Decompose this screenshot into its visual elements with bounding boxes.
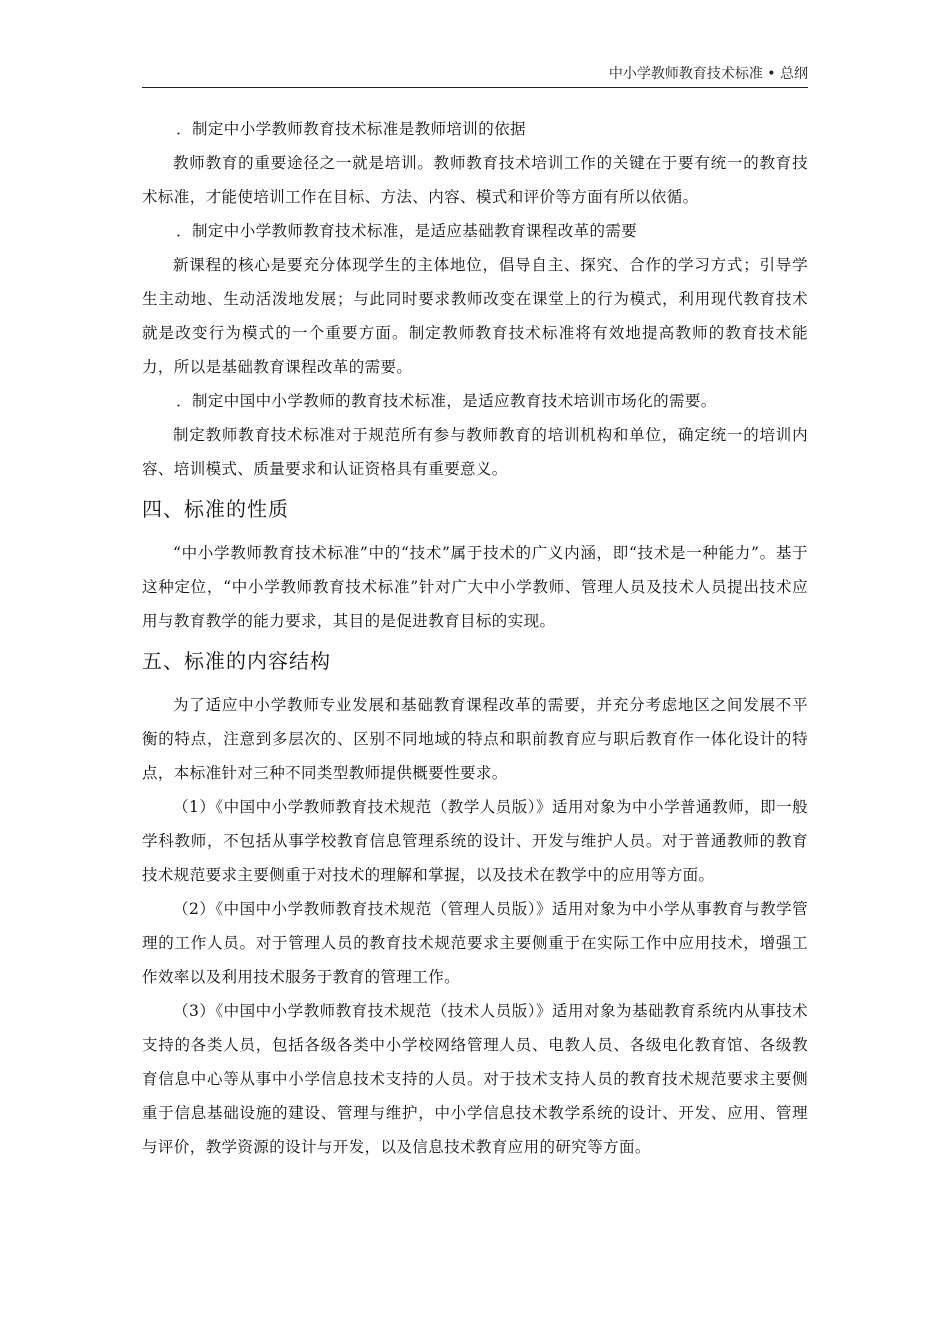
- list-item-management-staff: （2）《中国中小学教师教育技术规范（管理人员版）》适用对象为中小学从事教育与教学管理的工作人员。对于管理人员的教育技术规范要求主要侧重于在实际工作中应用技术，增强工作效率以及利用技术服务于教育的管理工作。: [142, 900, 808, 986]
- paragraph-training: 教师教育的重要途径之一就是培训。教师教育技术培训工作的关键在于要有统一的教育技术标准，才能使培训工作在目标、方法、内容、模式和评价等方面有所以依循。: [142, 154, 808, 206]
- paragraph-nature: “中小学教师教育技术标准”中的“技术”属于技术的广义内涵，即“技术是一种能力”。基于这种定位，“中小学教师教育技术标准”针对广大中小学教师、管理人员及技术人员提出技术应用与教育教学的能力要求，其目的是促进教育目标的实现。: [142, 544, 808, 630]
- section-heading-structure: 五、标准的内容结构: [142, 649, 331, 673]
- list-item-technical-staff: （3）《中国中小学教师教育技术规范（技术人员版）》适用对象为基础教育系统内从事技术支持的各类人员，包括各级各类中小学校网络管理人员、电教人员、各级电化教育馆、各级教育信息中心等从事中小学信息技术支持的人员。对于技术支持人员的教育技术规范要求主要侧重于信息基础设施的建设、管理与维护，中小学信息技术教学系统的设计、开发、应用、管理与评价，教学资源的设计与开发，以及信息技术教育应用的研究等方面。: [142, 1002, 808, 1156]
- header-rule: [142, 87, 808, 88]
- list-item-teaching-staff: （1）《中国中小学教师教育技术规范（教学人员版）》适用对象为中小学普通教师，即一般学科教师，不包括从事学校教育信息管理系统的设计、开发与维护人员。对于普通教师的教育技术规范要求主要侧重于对技术的理解和掌握，以及技术在教学中的应用等方面。: [142, 798, 808, 884]
- running-header: 中小学教师教育技术标准 • 总纲: [608, 66, 808, 82]
- section-heading-nature: 四、标准的性质: [142, 497, 289, 521]
- page-content: [142, 112, 808, 1164]
- point-heading-curriculum-reform: ．制定中小学教师教育技术标准，是适应基础教育课程改革的需要: [176, 222, 638, 240]
- paragraph-structure-intro: 为了适应中小学教师专业发展和基础教育课程改革的需要，并充分考虑地区之间发展不平衡的特点，注意到多层次的、区别不同地域的特点和职前教育应与职后教育作一体化设计的特点，本标准针对三种不同类型教师提供概要性要求。: [142, 696, 808, 782]
- paragraph-new-curriculum: 新课程的核心是要充分体现学生的主体地位，倡导自主、探究、合作的学习方式；引导学生主动地、生动活泼地发展；与此同时要求教师改变在课堂上的行为模式，利用现代教育技术就是改变行为模式的一个重要方面。制定教师教育技术标准将有效地提高教师的教育技术能力，所以是基础教育课程改革的需要。: [142, 256, 808, 376]
- point-heading-training-basis: ．制定中小学教师教育技术标准是教师培训的依据: [176, 120, 526, 138]
- paragraph-standard-significance: 制定教师教育技术标准对于规范所有参与教师教育的培训机构和单位，确定统一的培训内容、培训模式、质量要求和认证资格具有重要意义。: [142, 426, 808, 478]
- point-heading-training-market: ．制定中国中小学教师的教育技术标准，是适应教育技术培训市场化的需要。: [176, 392, 717, 410]
